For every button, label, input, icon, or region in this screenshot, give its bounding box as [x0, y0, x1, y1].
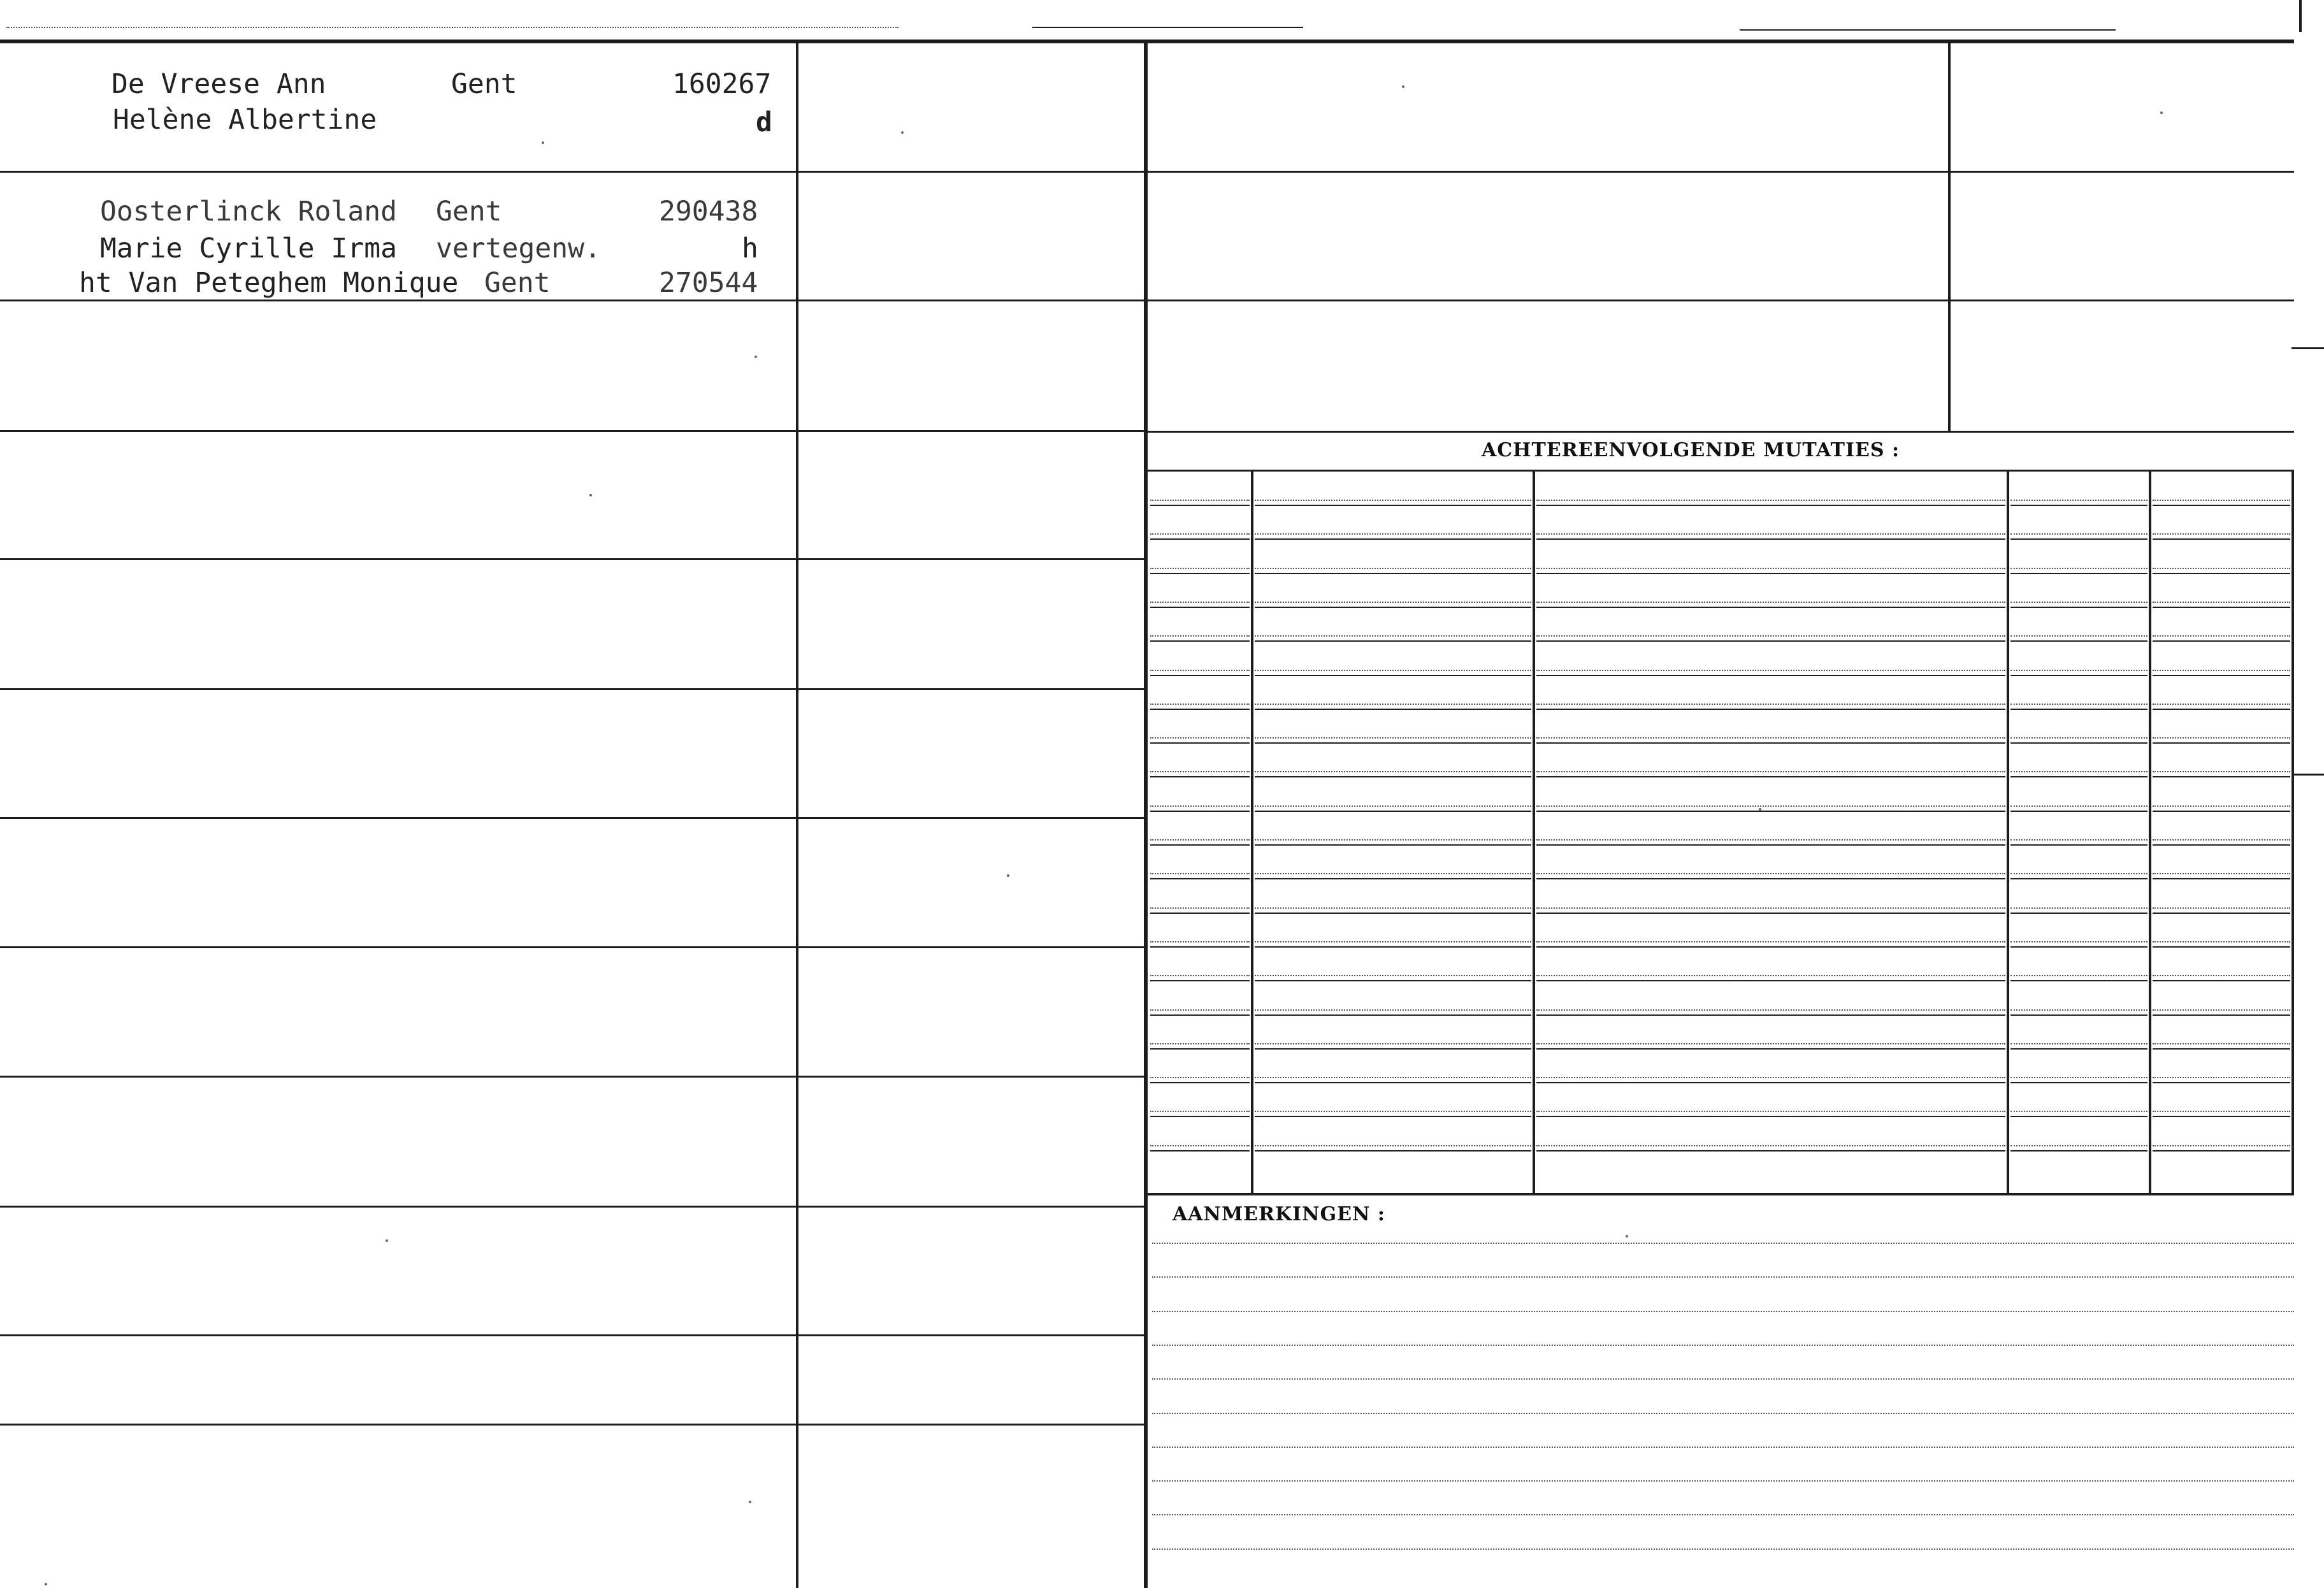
- mutations-row-line: [1255, 946, 1531, 948]
- row-rule-3: [0, 430, 1144, 432]
- mutations-row-dotted: [1150, 737, 1250, 739]
- mutations-row-dotted: [1150, 907, 1250, 909]
- mutations-row-dotted: [1255, 1043, 1531, 1044]
- mutations-row-line: [1150, 1048, 1250, 1050]
- mutations-row-line: [2153, 709, 2290, 710]
- mutations-row-line: [2153, 1048, 2290, 1050]
- mutations-row-dotted: [1536, 533, 2005, 535]
- mutations-row-line: [2153, 1014, 2290, 1016]
- row-rule-7: [0, 946, 1144, 948]
- row-rule-5: [0, 688, 1144, 690]
- mutations-top-rule: [1148, 470, 2294, 472]
- mutations-row-dotted: [1536, 568, 2005, 569]
- mutations-row-dotted: [1150, 873, 1250, 874]
- mutations-row-dotted: [2010, 839, 2147, 841]
- scan-speck: [754, 356, 757, 358]
- mutations-row-line: [1150, 776, 1250, 777]
- scan-speck: [589, 494, 592, 496]
- remarks-line: [1152, 1514, 2294, 1515]
- mutations-row-dotted: [2010, 941, 2147, 942]
- mutations-row-dotted: [1255, 1111, 1531, 1112]
- mutations-row-line: [2153, 640, 2290, 642]
- mutations-row-dotted: [2010, 975, 2147, 976]
- mutations-row-line: [2010, 946, 2147, 948]
- mutations-row-line: [1536, 1048, 2005, 1050]
- mutations-row-line: [2153, 1150, 2290, 1151]
- mutations-row-dotted: [1255, 1145, 1531, 1146]
- scan-speck: [1626, 1235, 1628, 1238]
- mutations-row-dotted: [1150, 1077, 1250, 1078]
- mutations-row-dotted: [2153, 704, 2290, 705]
- mutations-row-line: [2010, 1116, 2147, 1117]
- mutations-row-line: [1536, 538, 2005, 540]
- mutations-row-line: [2010, 1150, 2147, 1151]
- mutations-row-line: [1150, 844, 1250, 846]
- mutations-row-line: [1255, 844, 1531, 846]
- mutations-row-dotted: [1255, 670, 1531, 671]
- mutations-right-border: [2292, 470, 2294, 1195]
- mutations-row-line: [1255, 776, 1531, 777]
- remarks-line: [1152, 1378, 2294, 1380]
- entry-2-partner-name: ht Van Peteghem Monique: [79, 267, 459, 299]
- mutations-col-1: [1251, 472, 1253, 1193]
- mutations-row-line: [1536, 844, 2005, 846]
- mutations-row-line: [2153, 811, 2290, 812]
- mutations-row-line: [1255, 980, 1531, 981]
- mutations-row-line: [1255, 1014, 1531, 1016]
- mutations-row-line: [1150, 1082, 1250, 1083]
- row-rule-8: [0, 1076, 1144, 1078]
- mutations-row-dotted: [1150, 975, 1250, 976]
- mutations-row-dotted: [2153, 1111, 2290, 1112]
- mutations-row-dotted: [1150, 805, 1250, 807]
- entry-2-role: vertegenw.: [436, 233, 601, 264]
- mutations-row-dotted: [2153, 500, 2290, 501]
- entry-2-code: 290438: [659, 196, 758, 227]
- mutations-row-dotted: [1536, 602, 2005, 603]
- row-rule-6: [0, 817, 1144, 819]
- mutations-bottom-rule: [1148, 1193, 2294, 1195]
- mutations-row-line: [2010, 878, 2147, 879]
- mutations-row-dotted: [2010, 1077, 2147, 1078]
- mutations-row-line: [1150, 675, 1250, 676]
- mutations-row-line: [1150, 1150, 1250, 1151]
- mutations-row-line: [2153, 538, 2290, 540]
- scan-speck: [1759, 808, 1761, 811]
- mutations-row-dotted: [2153, 670, 2290, 671]
- mutations-row-dotted: [1255, 704, 1531, 705]
- mutations-row-line: [1536, 573, 2005, 574]
- mutations-row-line: [1255, 640, 1531, 642]
- entry-2-partner-place: Gent: [484, 267, 551, 299]
- mutations-row-line: [1150, 640, 1250, 642]
- mutations-row-line: [1255, 607, 1531, 608]
- right-row-rule-3: [1148, 431, 2294, 433]
- mutations-row-line: [2010, 573, 2147, 574]
- remarks-line: [1152, 1413, 2294, 1414]
- mutations-row-line: [1150, 573, 1250, 574]
- scan-speck: [386, 1239, 388, 1242]
- mutations-row-dotted: [2153, 805, 2290, 807]
- mutations-row-dotted: [2153, 1009, 2290, 1011]
- mutations-row-dotted: [1255, 500, 1531, 501]
- entry-1-given-names: Helène Albertine: [113, 104, 377, 136]
- row-rule-1: [0, 171, 1144, 173]
- mutations-row-line: [2010, 675, 2147, 676]
- mutations-row-line: [1150, 709, 1250, 710]
- mutations-row-line: [1255, 538, 1531, 540]
- scan-speck: [542, 141, 544, 144]
- mutations-row-dotted: [2010, 907, 2147, 909]
- mutations-row-dotted: [1255, 907, 1531, 909]
- mutations-row-line: [2010, 640, 2147, 642]
- right-row-rule-1: [1148, 171, 2294, 173]
- remarks-line: [1152, 1276, 2294, 1278]
- mutations-row-dotted: [2153, 737, 2290, 739]
- remarks-line: [1152, 1243, 2294, 1244]
- mutations-row-line: [1255, 505, 1531, 506]
- mutations-row-dotted: [2010, 533, 2147, 535]
- mutations-row-line: [2010, 1048, 2147, 1050]
- mutations-row-dotted: [1150, 1111, 1250, 1112]
- mutations-row-dotted: [2153, 975, 2290, 976]
- margin-tick-2: [2292, 774, 2324, 776]
- mutations-row-dotted: [2010, 602, 2147, 603]
- mutations-row-line: [1150, 742, 1250, 744]
- mutations-row-dotted: [1255, 941, 1531, 942]
- column-divider-left: [796, 43, 798, 1588]
- mutations-row-line: [1150, 1014, 1250, 1016]
- mutations-row-dotted: [1150, 1043, 1250, 1044]
- margin-tick-1: [2292, 347, 2324, 349]
- entry-1-code: 160267: [672, 68, 772, 100]
- mutations-row-line: [1536, 1150, 2005, 1151]
- mutations-row-line: [2010, 1014, 2147, 1016]
- mutations-col-4: [2149, 472, 2151, 1193]
- mutations-row-dotted: [2153, 635, 2290, 637]
- mutations-row-dotted: [1536, 771, 2005, 772]
- mutations-row-dotted: [2010, 568, 2147, 569]
- mutations-row-line: [1255, 742, 1531, 744]
- scan-speck: [901, 131, 904, 134]
- column-divider-main: [1144, 43, 1148, 1588]
- mutations-row-line: [2010, 538, 2147, 540]
- mutations-row-line: [1150, 878, 1250, 879]
- mutations-row-line: [1255, 1116, 1531, 1117]
- remarks-line: [1152, 1311, 2294, 1312]
- mutations-row-line: [1255, 675, 1531, 676]
- mutations-row-dotted: [2010, 500, 2147, 501]
- mutations-row-dotted: [2153, 771, 2290, 772]
- mutations-row-dotted: [1536, 839, 2005, 841]
- mutations-row-line: [1255, 913, 1531, 914]
- mutations-row-dotted: [1150, 771, 1250, 772]
- mutations-row-line: [2153, 573, 2290, 574]
- mutations-row-dotted: [1150, 500, 1250, 501]
- mutations-row-line: [2010, 980, 2147, 981]
- mutations-row-dotted: [1536, 1111, 2005, 1112]
- mutations-row-dotted: [1536, 873, 2005, 874]
- mutations-row-line: [1536, 1014, 2005, 1016]
- column-divider-right-top: [1948, 43, 1951, 432]
- mutations-row-line: [1150, 607, 1250, 608]
- mutations-row-line: [1255, 1082, 1531, 1083]
- mutations-row-line: [1255, 1150, 1531, 1151]
- mutations-row-dotted: [2153, 568, 2290, 569]
- mutations-row-line: [2010, 811, 2147, 812]
- mutations-row-line: [1255, 811, 1531, 812]
- mutations-row-line: [1536, 675, 2005, 676]
- remarks-line: [1152, 1548, 2294, 1550]
- row-rule-11: [0, 1424, 1144, 1426]
- scan-speck: [2160, 112, 2163, 114]
- mutations-row-line: [1150, 1116, 1250, 1117]
- mutations-row-dotted: [1536, 1077, 2005, 1078]
- mutations-row-dotted: [1255, 975, 1531, 976]
- mutations-row-dotted: [1536, 1009, 2005, 1011]
- row-rule-4: [0, 558, 1144, 560]
- mutations-row-line: [1255, 709, 1531, 710]
- mutations-row-dotted: [2153, 941, 2290, 942]
- mutations-row-dotted: [2153, 1043, 2290, 1044]
- mutations-row-dotted: [1255, 805, 1531, 807]
- right-row-rule-2: [1148, 300, 2294, 301]
- entry-2-name: Oosterlinck Roland: [100, 196, 397, 227]
- mutations-row-dotted: [2153, 1077, 2290, 1078]
- mutations-row-dotted: [1255, 771, 1531, 772]
- mutations-row-line: [2153, 742, 2290, 744]
- mutations-row-line: [2010, 844, 2147, 846]
- entry-1-place: Gent: [451, 68, 517, 100]
- mutations-row-line: [1536, 607, 2005, 608]
- mutations-row-line: [1536, 709, 2005, 710]
- mutations-row-line: [2010, 709, 2147, 710]
- mutations-row-dotted: [2153, 907, 2290, 909]
- mutations-row-dotted: [1536, 635, 2005, 637]
- mutations-row-line: [1150, 913, 1250, 914]
- right-edge-mark: [2299, 0, 2302, 32]
- entry-1-code-suffix: d: [756, 106, 772, 138]
- mutations-row-dotted: [2010, 670, 2147, 671]
- top-strip-rule-2: [1740, 29, 2116, 31]
- remarks-line: [1152, 1480, 2294, 1482]
- mutations-row-dotted: [1150, 533, 1250, 535]
- mutations-row-dotted: [2010, 1043, 2147, 1044]
- mutations-row-line: [1536, 640, 2005, 642]
- mutations-row-line: [1150, 980, 1250, 981]
- mutations-row-dotted: [1150, 568, 1250, 569]
- mutations-row-line: [2153, 878, 2290, 879]
- mutations-row-line: [1536, 913, 2005, 914]
- mutations-row-dotted: [1255, 839, 1531, 841]
- mutations-row-line: [2153, 913, 2290, 914]
- mutations-row-line: [2153, 1082, 2290, 1083]
- mutations-row-dotted: [1150, 839, 1250, 841]
- remarks-header: AANMERKINGEN :: [1173, 1203, 1385, 1225]
- mutations-row-line: [1536, 980, 2005, 981]
- mutations-row-line: [2153, 607, 2290, 608]
- mutations-row-line: [1536, 946, 2005, 948]
- mutations-row-line: [1255, 878, 1531, 879]
- mutations-row-line: [1536, 776, 2005, 777]
- mutations-row-dotted: [1536, 1043, 2005, 1044]
- mutations-col-2: [1533, 472, 1535, 1193]
- mutations-row-dotted: [2010, 805, 2147, 807]
- mutations-row-dotted: [1536, 975, 2005, 976]
- mutations-row-line: [1255, 1048, 1531, 1050]
- mutations-header: ACHTEREENVOLGENDE MUTATIES :: [1482, 439, 1900, 461]
- top-strip-line: [6, 27, 899, 28]
- mutations-row-dotted: [1150, 635, 1250, 637]
- mutations-row-line: [1536, 811, 2005, 812]
- scan-speck: [749, 1501, 751, 1503]
- mutations-row-line: [2153, 844, 2290, 846]
- mutations-row-dotted: [1150, 941, 1250, 942]
- mutations-row-dotted: [2010, 873, 2147, 874]
- mutations-row-dotted: [1255, 533, 1531, 535]
- mutations-row-dotted: [1536, 500, 2005, 501]
- mutations-row-line: [2010, 1082, 2147, 1083]
- mutations-row-line: [2153, 776, 2290, 777]
- mutations-row-line: [1150, 946, 1250, 948]
- mutations-row-dotted: [2153, 602, 2290, 603]
- mutations-row-dotted: [1536, 805, 2005, 807]
- mutations-row-line: [2153, 675, 2290, 676]
- scan-speck: [1007, 874, 1009, 877]
- mutations-row-dotted: [1150, 1009, 1250, 1011]
- mutations-row-dotted: [2010, 1111, 2147, 1112]
- mutations-row-line: [2153, 1116, 2290, 1117]
- mutations-row-dotted: [1536, 737, 2005, 739]
- scan-speck: [1402, 85, 1404, 88]
- mutations-row-dotted: [1255, 635, 1531, 637]
- mutations-row-dotted: [2010, 1145, 2147, 1146]
- mutations-row-dotted: [1255, 873, 1531, 874]
- mutations-row-line: [2153, 980, 2290, 981]
- mutations-row-dotted: [2153, 1145, 2290, 1146]
- entry-2-code-suffix: h: [742, 233, 758, 264]
- top-strip-rule: [1032, 27, 1303, 28]
- mutations-row-line: [1255, 573, 1531, 574]
- mutations-row-dotted: [2010, 1009, 2147, 1011]
- entry-2-place: Gent: [436, 196, 502, 227]
- mutations-row-dotted: [1255, 568, 1531, 569]
- mutations-row-dotted: [2153, 533, 2290, 535]
- remarks-line: [1152, 1447, 2294, 1448]
- mutations-row-dotted: [1255, 737, 1531, 739]
- mutations-row-dotted: [1150, 1145, 1250, 1146]
- row-rule-10: [0, 1334, 1144, 1336]
- entry-2-given-names: Marie Cyrille Irma: [100, 233, 397, 264]
- mutations-row-line: [1536, 742, 2005, 744]
- mutations-row-line: [1150, 538, 1250, 540]
- mutations-row-dotted: [2010, 704, 2147, 705]
- mutations-row-dotted: [2010, 771, 2147, 772]
- mutations-row-line: [2010, 913, 2147, 914]
- mutations-row-dotted: [1536, 907, 2005, 909]
- mutations-row-dotted: [1536, 704, 2005, 705]
- mutations-row-line: [1150, 811, 1250, 812]
- mutations-row-dotted: [1150, 704, 1250, 705]
- mutations-row-line: [2010, 776, 2147, 777]
- mutations-row-dotted: [1150, 602, 1250, 603]
- entry-2-partner-code: 270544: [659, 267, 758, 299]
- mutations-row-dotted: [1255, 1009, 1531, 1011]
- mutations-row-line: [2010, 505, 2147, 506]
- mutations-row-dotted: [1536, 670, 2005, 671]
- mutations-row-line: [2010, 607, 2147, 608]
- mutations-row-dotted: [2010, 737, 2147, 739]
- remarks-line: [1152, 1345, 2294, 1346]
- mutations-row-dotted: [2153, 873, 2290, 874]
- mutations-row-line: [1150, 505, 1250, 506]
- mutations-row-line: [2010, 742, 2147, 744]
- mutations-row-dotted: [1255, 1077, 1531, 1078]
- mutations-row-line: [2153, 505, 2290, 506]
- mutations-col-3: [2007, 472, 2009, 1193]
- mutations-row-line: [1536, 505, 2005, 506]
- mutations-row-line: [1536, 1116, 2005, 1117]
- entry-1-name: De Vreese Ann: [112, 68, 326, 100]
- mutations-row-line: [1536, 1082, 2005, 1083]
- mutations-row-dotted: [1255, 602, 1531, 603]
- mutations-row-dotted: [2010, 635, 2147, 637]
- mutations-row-line: [1536, 878, 2005, 879]
- mutations-row-dotted: [1536, 941, 2005, 942]
- scan-speck: [45, 1583, 47, 1585]
- mutations-row-line: [2153, 946, 2290, 948]
- mutations-row-dotted: [1150, 670, 1250, 671]
- row-rule-9: [0, 1206, 1144, 1208]
- mutations-row-dotted: [1536, 1145, 2005, 1146]
- mutations-row-dotted: [2153, 839, 2290, 841]
